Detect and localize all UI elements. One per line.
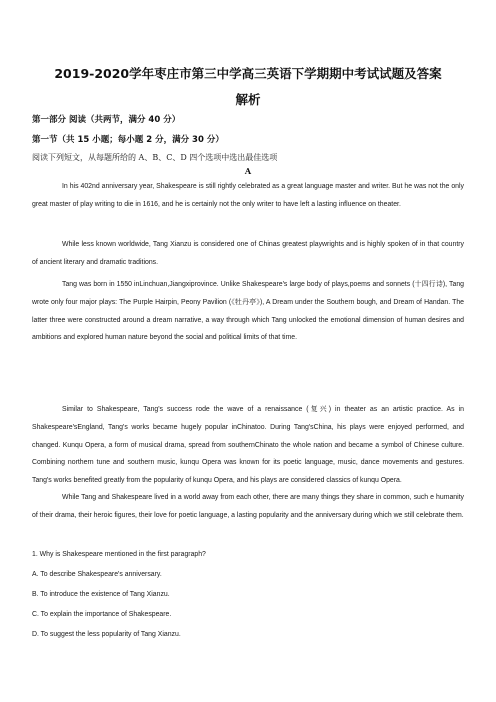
answer-option: B. To introduce the existence of Tang Xianzu. bbox=[32, 591, 170, 598]
section-heading: 第一节（共 15 小题；每小题 2 分，满分 30 分） bbox=[32, 135, 224, 145]
answer-option: D. To suggest the less popularity of Tang Xianzu. bbox=[32, 631, 181, 638]
paragraph: While less known worldwide, Tang Xianzu is considered one of Chinas greatest playwrights and is highly spoken of in that country of ancient literary and dramatic traditions. bbox=[32, 241, 464, 266]
document-title-continued: 解析 bbox=[235, 92, 261, 107]
document-title: 2019-2020学年枣庄市第三中学高三英语下学期期中考试试题及答案 bbox=[54, 66, 442, 81]
paragraph: While Tang and Shakespeare lived in a world away from each other, there are many things they share in common, such e humanity of their drama, their heroic figures, their love for poetic language, a lasting popularity and the anniversary during which we still celebrate them. bbox=[32, 494, 464, 519]
paragraph: Tang was born in 1550 inLinchuan,Jiangxiprovince. Unlike Shakespeare's large body of plays,poems and sonnets (十四行诗), Tang wrote only four major plays: The Purple Hairpin, Peony Pavilion (《牡丹亭》), A Dream under the Southern bough, and Dream of Handan. The latter three were constructed around a dream narrative, a way through which Tang unlocked the emotional dimension of human desires and ambitions and explored human nature beyond the social and political limits of that time. bbox=[32, 281, 464, 342]
paragraph: In his 402nd anniversary year, Shakespeare is still rightly celebrated as a great language master and writer. But he was not the only great master of play writing to die in 1616, and he is certainly not the only writer to have left a lasting influence on theater. bbox=[32, 183, 464, 208]
answer-option: C. To explain the importance of Shakespeare. bbox=[32, 611, 172, 618]
answer-option: A. To describe Shakespeare's anniversary. bbox=[32, 571, 162, 578]
part-heading: 第一部分 阅读（共两节，满分 40 分） bbox=[32, 115, 181, 125]
instructions: 阅读下列短文，从每题所给的 A、B、C、D 四个选项中选出最佳选项 bbox=[32, 153, 278, 162]
passage-label: A bbox=[244, 166, 252, 176]
question-stem: 1. Why is Shakespeare mentioned in the first paragraph? bbox=[32, 551, 206, 558]
paragraph: Similar to Shakespeare, Tang's success rode the wave of a renaissance (复兴) in theater as an artistic practice. As in Shakespeare'sEngland, Tang's works became hugely popular inChinatoo. During Tang'sChina, his plays were enjoyed performed, and changed. Kunqu Opera, a form of musical drama, spread from southernChinato the whole nation and became a symbol of Chinese culture. Combining northern tune and southern music, kunqu Opera was known for its poetic language, music, dance movements and gestures. Tang's works benefited greatly from the popularity of kunqu Opera, and his plays are considered classics of kunqu Opera. bbox=[32, 406, 464, 485]
